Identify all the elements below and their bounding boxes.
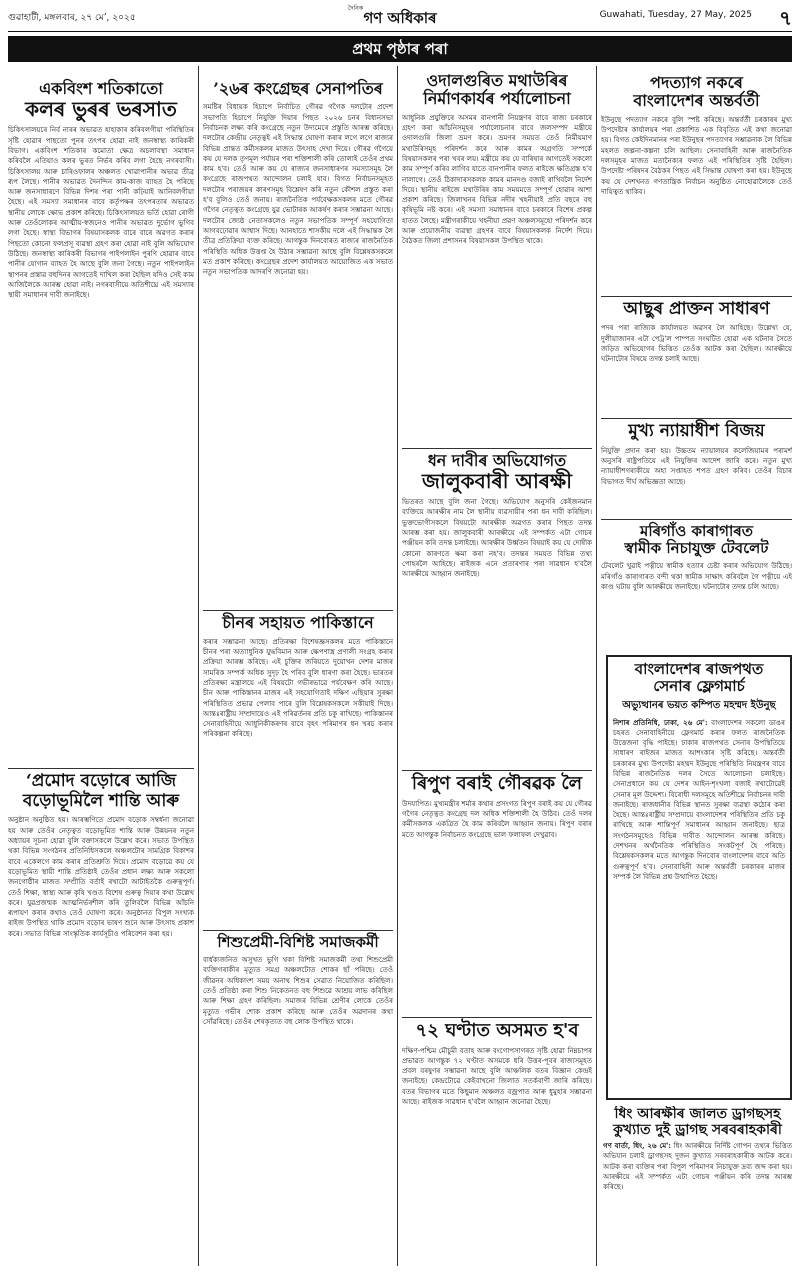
article-body: উদযাপিত। মুখ্যমন্ত্ৰীৰ শৰ্মাৰ কথাৰ প্ৰসংগত ৰিপুণ বৰাই কয় যে গৌৰৱ গগৈৰ নেতৃত্বত কংগ্ৰেছ দল অধিক শক্তিশালী হৈ উঠিব। তেওঁ দলৰ কৰ্মীসকলক একত্ৰিত হৈ কাম কৰিবলৈ আহ্বান জনায়। ৰিপুণ বৰাৰ মতে আগন্তুক নিৰ্বাচনত কংগ্ৰেছে ভাল ফলাফল দেখুৱাব। bbox=[402, 799, 592, 839]
article-body: অনুষ্ঠান অনুষ্ঠিত হয়। আৰম্ভণিতে প্ৰমোদ বড়োক সম্বৰ্ধনা জনোৱা হয় আৰু তেওঁৰ নেতৃত্বত বড়োভূমিত শান্তি আৰু উন্নয়নৰ নতুন অধ্যায়ৰ সূচনা হোৱা বুলি বক্তাসকলে উল্লেখ কৰে। সভাত উপস্থিত থকা বিভিন্ন সংগঠনৰ প্ৰতিনিধিসকলে অঞ্চলটোৰ সামগ্ৰিক বিকাশৰ বাবে একেলগে কাম কৰাৰ প্ৰতিশ্ৰুতি দিয়ে। প্ৰমোদ বড়োৱে কয় যে বড়োভূমিত স্থায়ী শান্তি প্ৰতিষ্ঠাই তেওঁৰ প্ৰধান লক্ষ্য আৰু সকলো জনগোষ্ঠীৰ মাজত সম্প্ৰীতি বৰ্তাই ৰখাটো আটাইতকৈ গুৰুত্বপূৰ্ণ। তেওঁ শিক্ষা, স্বাস্থ্য আৰু কৃষি খণ্ডত বিশেষ গুৰুত্ব দিয়াৰ কথা উল্লেখ কৰে। যুৱপ্ৰজন্মক আত্মনিৰ্ভৰশীল কৰি তুলিবলৈ বিভিন্ন আঁচনি ৰূপায়ণ কৰাৰ কথাও তেওঁ ঘোষণা কৰে। অনুষ্ঠানত বিপুল সংখ্যক ৰাইজ উপস্থিত থাকি প্ৰমোদ বড়োৰ ভাষণ শুনে আৰু উৎসাহ প্ৰকাশ কৰে। সভাত বিভিন্ন সাংস্কৃতিক কাৰ্যসূচীও পৰিবেশন কৰা হয়। bbox=[8, 816, 194, 938]
column-divider bbox=[198, 66, 199, 1266]
dateline: নিশাৰ প্ৰতিনিধি, ঢাকা, ২৬ মে': bbox=[613, 717, 708, 727]
article-headline: স্বামীক নিচাযুক্ত টেবলেট bbox=[624, 539, 769, 558]
article-divider bbox=[203, 610, 393, 611]
column-divider bbox=[596, 66, 597, 1266]
article-headline: নিৰ্মাণকাৰ্যৰ পৰ্যালোচনা bbox=[423, 89, 571, 109]
article-divider bbox=[402, 770, 592, 771]
masthead-name: গণ অধিকাৰ bbox=[363, 9, 437, 27]
article-body: দক্ষিণ-পশ্চিম মৌচুমী বতাহ আৰু বংগোপসাগৰত সৃষ্টি হোৱা নিম্নচাপৰ প্ৰভাৱত আগন্তুক ৭২ ঘণ্টাত অসমকে ধৰি উত্তৰ-পূবৰ ৰাজ্যসমূহত প্ৰবল বৰষুণৰ সম্ভাৱনা আছে বুলি আঞ্চলিক বতৰ বিজ্ঞান কেন্দ্ৰই জনাইছে। কেন্দ্ৰটোৱে কেইবাখনো জিলাত সতৰ্কবাণী জাৰি কৰিছে। বতৰ বিভাগৰ মতে কিছুমান অঞ্চলত বজ্ৰপাত আৰু ধুমুহাৰ সম্ভাৱনা আছে। ৰাইজক সাৱধান হ'বলৈ আহ্বান জনোৱা হৈছে। bbox=[402, 1046, 592, 1107]
article-headline: বাংলাদেশৰ অন্তৰ্বৰ্তী bbox=[633, 91, 760, 111]
article-body: কৰাৰ সম্ভাৱনা আছে। প্ৰতিৰক্ষা বিশেষজ্ঞসকলৰ মতে পাকিস্তানে চীনৰ পৰা অত্যাধুনিক যুদ্ধবিমান আৰু ক্ষেপণাস্ত্ৰ প্ৰণালী সংগ্ৰহ কৰাৰ প্ৰক্ৰিয়া আৰম্ভ কৰিছে। এই চুক্তিৰ জৰিয়তে দুয়োখন দেশৰ মাজৰ সামৰিক সম্পৰ্ক অধিক সুদৃঢ় হৈ পৰিব বুলি ধাৰণা কৰা হৈছে। ভাৰতৰ প্ৰতিৰক্ষা মন্ত্ৰালয়ে এই বিষয়টো গভীৰভাৱে পৰ্যবেক্ষণ কৰি আছে। চীন আৰু পাকিস্তানৰ মাজৰ এই সহযোগিতাই দক্ষিণ এছিয়াৰ সুৰক্ষা পৰিস্থিতিত প্ৰভাৱ পেলাব পাৰে বুলি বিশ্লেষকসকলে সকীয়াই দিছে। আন্তঃৰাষ্ট্ৰীয় সম্প্ৰদায়েও এই পৰিৱৰ্তনৰ প্ৰতি চকু ৰাখিছে। পাকিস্তানৰ সেনাবাহিনীয়ে আধুনিকীকৰণৰ বাবে বৃহৎ পৰিমাণৰ ধন খৰচ কৰাৰ পৰিকল্পনা কৰিছে। bbox=[203, 637, 393, 739]
article-headline: শিশুপ্ৰেমী-বিশিষ্ট সমাজকৰ্মী bbox=[217, 932, 379, 951]
dateline: গণ বাৰ্তা, ধিং, ২৬ মে': bbox=[603, 1141, 671, 1151]
article-body: বাৰ্ধক্যজনিত অসুখত ভুগি থকা বিশিষ্ট সমাজকৰ্মী তথা শিশুপ্ৰেমী ব্যক্তিগৰাকীৰ মৃত্যুত সমগ্ৰ অঞ্চলটোত শোকৰ ছাঁ পৰিছে। তেওঁ জীৱনৰ অধিকাংশ সময় অনাথ শিশুৰ সেৱাত নিয়োজিত কৰিছিল। তেওঁ প্ৰতিষ্ঠা কৰা শিশু নিকেতনত বহু শিশুৱে আশ্ৰয় লাভ কৰিছিল আৰু শিক্ষা গ্ৰহণ কৰিছিল। সমাজৰ বিভিন্ন শ্ৰেণীৰ লোকে তেওঁৰ মৃত্যুত গভীৰ শোক প্ৰকাশ কৰিছে আৰু তেওঁৰ অৱদানৰ কথা সোঁৱৰিছে। তেওঁৰ শেষকৃত্যত বহু লোক উপস্থিত থাকে। bbox=[203, 956, 393, 1026]
page-number: ৭ bbox=[778, 6, 792, 30]
article-divider bbox=[203, 930, 393, 931]
article-headline: বাংলাদেশৰ ৰাজপথত bbox=[634, 660, 764, 678]
article-body: ধিং আৰক্ষীয়ে নিৰ্দিষ্ট গোপন তথ্যৰ ভিত্তিত অভিযান চলাই ড্ৰাগছসহ দুজন কুখ্যাত সৰবৰাহকাৰীক আটক কৰে। আটক কৰা ব্যক্তিৰ পৰা বিপুল পৰিমাণৰ নিচাযুক্ত দ্ৰব্য জব্দ কৰা হয়। আৰক্ষীয়ে এই সম্পৰ্কত এটা গোচৰ পঞ্জীয়ন কৰি তদন্ত আৰম্ভ কৰিছে। bbox=[603, 1142, 792, 1192]
article-headline: পদত্যাগ নকৰে bbox=[650, 73, 743, 92]
article-headline: মৰিগাঁও কাৰাগাৰত bbox=[639, 521, 754, 540]
article-body: টেবলেট খুৱাই পত্নীয়ে স্বামীক হত্যাৰ চেষ্টা কৰাৰ অভিযোগ উঠিছে। মৰিগাঁও কাৰাগাৰত বন্দী থকা স্বামীক সাক্ষাৎ কৰিবলৈ গৈ পত্নীয়ে এই কাণ্ড ঘটায় বুলি আৰক্ষীয়ে জনাইছে। ঘটনাটোৰ তদন্ত চলি আছে। bbox=[601, 562, 792, 591]
article-divider bbox=[601, 296, 792, 297]
article-divider bbox=[402, 1017, 592, 1018]
column-4-bottom bbox=[603, 1106, 792, 1266]
header-rule bbox=[8, 31, 792, 32]
article-divider bbox=[601, 418, 792, 419]
article-divider bbox=[8, 768, 194, 769]
masthead-small: দৈনিক bbox=[348, 5, 364, 12]
column-divider bbox=[397, 66, 398, 1266]
article-body: বাংলাদেশৰ সকলো ডাঙৰ চহৰত সেনাবাহিনীয়ে ফ্লেগমাৰ্চ কৰাৰ ফলত ৰাজনৈতিক উত্তেজনা বৃদ্ধি পাইছে। ঢাকাৰ ৰাজপথত সেনাৰ উপস্থিতিয়ে সাধাৰণ ৰাইজৰ মাজত আশংকাৰ সৃষ্টি কৰিছে। অন্তৰ্বৰ্তী চৰকাৰৰ মুখ্য উপদেষ্টা মহম্মদ ইউনুছে পৰিস্থিতি নিয়ন্ত্ৰণৰ বাবে বিভিন্ন ৰাজনৈতিক দলৰ সৈতে আলোচনা চলাইছে। সেনাপ্ৰধানে কয় যে দেশৰ আইন-শৃংখলা বজাই ৰখাটোৱেই সেনাৰ মূল উদ্দেশ্য। বিৰোধী দলসমূহে অতিশীঘ্ৰে নিৰ্বাচনৰ দাবী জনাইছে। ৰাজধানীৰ বিভিন্ন স্থানত সুৰক্ষা ব্যৱস্থা কঠোৰ কৰা হৈছে। আন্তঃৰাষ্ট্ৰীয় সম্প্ৰদায়ে বাংলাদেশৰ পৰিস্থিতিৰ প্ৰতি চকু ৰাখিছে আৰু শান্তিপূৰ্ণ সমাধানৰ আহ্বান জনাইছে। ছাত্ৰ সংগঠনসমূহেও বিভিন্ন দাবীত আন্দোলন আৰম্ভ কৰিছে। দেশখনৰ অৰ্থনৈতিক পৰিস্থিতিও সংকটপূৰ্ণ হৈ পৰিছে। বিশ্লেষকসকলৰ মতে আগন্তুক দিনবোৰ বাংলাদেশৰ বাবে অতি গুৰুত্বপূৰ্ণ হ'ব। সেনাবাহিনী আৰু অন্তৰ্বৰ্তী চৰকাৰৰ মাজৰ সম্পৰ্ক লৈ বিভিন্ন প্ৰশ্ন উত্থাপিত হৈছে। bbox=[613, 718, 785, 881]
article-headline: বড়োভূমিলৈ শান্তি আৰু bbox=[22, 790, 180, 811]
section-banner: প্ৰথম পৃষ্ঠাৰ পৰা bbox=[8, 36, 792, 62]
article-headline: ৭২ ঘণ্টাত অসমত হ'ব bbox=[415, 1019, 579, 1041]
date-left: গুৱাহাটী, মঙ্গলবাৰ, ২৭ মে’, ২০২৫ bbox=[8, 13, 136, 23]
article-subheadline: অভ্যুত্থানৰ ভয়ত কম্পিত মহম্মদ ইউনুছ bbox=[622, 699, 776, 711]
article-body: পদৰ পৰা ৰাজ্যিক কাৰ্যালয়ত অৱসৰ লৈ আহিছে। উল্লেখ্য যে, দুলীয়াজানৰ এটা পেট্ৰ'ল পাম্পত সংঘটিত হোৱা এক ঘটনাৰ সৈতে জড়িত অভিযোগৰ ভিত্তিত তেওঁক আটক কৰা হৈছিল। আৰক্ষীয়ে ঘটনাটোৰ বিষয়ে তদন্ত চলাই আছে। bbox=[601, 324, 792, 364]
article-headline: সেনাৰ ফ্লেগমাৰ্চ bbox=[653, 677, 745, 696]
article-body: নিযুক্তি প্ৰদান কৰা হয়। উচ্চতম ন্যায়ালয়ৰ কলেজিয়ামৰ পৰামৰ্শ অনুসৰি ৰাষ্ট্ৰপতিয়ে এই নিযুক্তিৰ আদেশ জাৰি কৰে। নতুন মুখ্য ন্যায়াধীশগৰাকীয়ে অহা সপ্তাহত শপত গ্ৰহণ কৰিব। তেওঁৰ বিচাৰ বিভাগত দীৰ্ঘ অভিজ্ঞতা আছে। bbox=[601, 446, 792, 486]
article-headline: ’২৬ৰ কংগ্ৰেছৰ সেনাপতিৰ bbox=[213, 79, 383, 98]
article-body: ইউনুছে পদত্যাগ নকৰে বুলি স্পষ্ট কৰিছে। অন্তৰ্বৰ্তী চৰকাৰৰ মুখ্য উপদেষ্টাৰ কাৰ্যালয়ৰ পৰা প্ৰকাশিত এক বিবৃতিত এই কথা জনোৱা হয়। বিগত কেইদিনমানৰ পৰা ইউনুছৰ পদত্যাগৰ সম্ভাৱনাক লৈ বিভিন্ন মহলত জল্পনা-কল্পনা চলি আছিল। সেনাবাহিনী আৰু ৰাজনৈতিক দলসমূহৰ মাজত মতানৈক্যৰ ফলত এই পৰিস্থিতিৰ সৃষ্টি হৈছিল। উপদেষ্টা পৰিষদৰ বৈঠকৰ পিছত এই সিদ্ধান্ত ঘোষণা কৰা হয়। ইউনুছে কয় যে দেশখনত গণতান্ত্ৰিক নিৰ্বাচন অনুষ্ঠিত নোহোৱালৈকে তেওঁ দায়িত্বত থাকিব। bbox=[601, 115, 792, 196]
date-right: Guwahati, Tuesday, 27 May, 2025 bbox=[599, 10, 752, 20]
masthead-logo bbox=[340, 2, 460, 28]
article-divider bbox=[402, 448, 592, 449]
article-headline: জালুকবাৰী আৰক্ষী bbox=[422, 469, 572, 494]
article-headline: আছুৰ প্ৰাক্তন সাধাৰণ bbox=[623, 298, 770, 319]
article-headline: ওদালগুৰিত মথাউৰিৰ bbox=[426, 71, 568, 90]
article-body: আধুনিক প্ৰযুক্তিৰে অসমৰ বানপানী নিয়ন্ত্ৰণৰ বাবে ৰাজ্য চৰকাৰে গ্ৰহণ কৰা আঁচনিসমূহৰ পৰ্যালোচনাৰ বাবে জলসম্পদ মন্ত্ৰীয়ে ওদালগুৰি জিলা ভ্ৰমণ কৰে। ভ্ৰমণৰ সময়ত তেওঁ নিৰ্মীয়মাণ মথাউৰিসমূহ পৰিদৰ্শন কৰে আৰু কামৰ অগ্ৰগতি সম্পৰ্কে বিষয়াসকলৰ পৰা খবৰ লয়। মন্ত্ৰীয়ে কয় যে বাৰিষাৰ আগতেই সকলো কাম সম্পূৰ্ণ কৰিব লাগিব যাতে বানপানীৰ ফলত ৰাইজে ক্ষতিগ্ৰস্ত হ'ব নালাগে। তেওঁ ঠিকাদাৰসকলক কামৰ মানদণ্ড বজাই ৰাখিবলৈ নিৰ্দেশ দিয়ে। স্থানীয় ৰাইজে মথাউৰিৰ কাম সময়মতে সম্পূৰ্ণ হোৱাৰ আশা প্ৰকাশ কৰিছে। জিলাখনৰ বিভিন্ন নদীৰ খহনীয়াই প্ৰতি বছৰে বহু কৃষিভূমি নষ্ট কৰে। এই সমস্যা সমাধানৰ বাবে চৰকাৰে বিশেষ প্ৰকল্প হাতত লৈছে। মন্ত্ৰীগৰাকীয়ে খহনীয়া প্ৰৱণ অঞ্চলসমূহো পৰিদৰ্শন কৰে আৰু প্ৰয়োজনীয় ব্যৱস্থা গ্ৰহণৰ বাবে বিষয়াসকলক নিৰ্দেশ দিয়ে। বৈঠকত জিলা প্ৰশাসনৰ বিষয়াসকল উপস্থিত থাকে। bbox=[402, 113, 592, 246]
article-headline: চীনৰ সহায়ত পাকিস্তানে bbox=[222, 613, 374, 633]
column-1 bbox=[8, 68, 194, 1268]
article-headline: মুখ্য ন্যায়াধীশ বিজয় bbox=[628, 421, 765, 442]
article-headline: কলৰ ভুৰৰ ভৰসাত bbox=[25, 97, 177, 122]
article-headline: কুখ্যাত দুই ড্ৰাগছ সৰবৰাহকাৰী bbox=[613, 1122, 782, 1139]
article-divider bbox=[601, 519, 792, 520]
column-3 bbox=[402, 68, 592, 1268]
article-headline: ধন দাবীৰ অভিযোগত bbox=[427, 450, 567, 470]
article-headline: ৰিপুণ বৰাই গৌৰৱক লৈ bbox=[411, 773, 583, 795]
article-body: চিকিৎসালয়ৰে নিৰ্ব নাৰৰ অভাৱত হাহাকাৰ কৰিবলগীয়া পৰিস্থিতিৰ সৃষ্টি হোৱাৰ পাছতো পুনৰ তৎপৰ হোৱা নাই জনস্বাস্থ্য কাৰিকৰী বিভাগ। একবিংশ শতিকাৰ কমোতা ক্ষেত্ৰ অচলাবস্থা সমাধান কৰিবলৈ এতিয়াও কলৰ ভুৰত নিৰ্ভৰ কৰিব লগা হৈছে নগৰবাসী। চিকিৎসালয় আৰু চাৰিওফালৰ অঞ্চলত খোৱাপানীৰ অভাৱ তীব্ৰ ৰূপ লৈছে। পানীৰ অভাৱত দৈনন্দিন কাম-কাজ ব্যাহত হৈ পৰিছে আৰু জনসাধাৰণে বিভিন্ন দিশৰ পৰা পানী কঢ়িয়াই আনিবলগীয়া হৈছে। এই সমস্যা সমাধানৰ বাবে কৰ্তৃপক্ষৰ তৎপৰতাৰ অভাৱত স্থানীয় লোকে ক্ষোভ প্ৰকাশ কৰিছে। চিকিৎসালয়ত ভৰ্তি হোৱা ৰোগী আৰু তেওঁলোকৰ আত্মীয়-স্বজনেও পানীৰ অভাৱত দুৰ্ভোগ ভুগিব লগা হৈছে। স্বাস্থ্য বিভাগৰ বিষয়াসকলক বাৰে বাৰে অৱগত কৰাৰ পিছতো কোনো ফলপ্ৰসূ ব্যৱস্থা গ্ৰহণ কৰা হোৱা নাই বুলি অভিযোগ উঠিছে। জনস্বাস্থ্য কাৰিকৰী বিভাগৰ পাইপলাইন পুৰণি হোৱাৰ বাবে পানীৰ যোগান ব্যাহত হৈ আছে বুলি জনা গৈছে। নতুন পাইপলাইন স্থাপনৰ প্ৰস্তাৱ বহুদিনৰ আগতেই দাখিল কৰা হৈছিল যদিও সেই কাম আজিলৈকে আৰম্ভ হোৱা নাই। নগৰবাসীয়ে অতিশীঘ্ৰে এই সমস্যাৰ স্থায়ী সমাধানৰ দাবী জনাইছে। bbox=[8, 126, 194, 300]
column-2 bbox=[203, 68, 393, 1268]
article-body: সমষ্টিৰ বিধায়ক হিচাপে নিৰ্বাচিত গৌৰৱ গগৈক দলটোৰ প্ৰদেশ সভাপতি হিচাপে নিযুক্তি দিয়াৰ পিছত ২০২৬ চনৰ বিধানসভা নিৰ্বাচনক লক্ষ্য কৰি কংগ্ৰেছে নতুন উদ্যমেৰে প্ৰস্তুতি আৰম্ভ কৰিছে। দলটোৰ কেন্দ্ৰীয় নেতৃত্বই এই সিদ্ধান্ত ঘোষণা কৰাৰ লগে লগে ৰাজ্যৰ বিভিন্ন প্ৰান্তত কৰ্মীসকলৰ মাজত উৎসাহ দেখা দিয়ে। গৌৰৱ গগৈয়ে কয় যে দলক তৃণমূল পৰ্যায়ৰ পৰা শক্তিশালী কৰি তোলাই তেওঁৰ প্ৰথম কাম হ'ব। তেওঁ আৰু কয় যে ৰাজ্যৰ জনসাধাৰণৰ সমস্যাসমূহ লৈ কংগ্ৰেছে ৰাজপথত আন্দোলন চলাই যাব। বিগত নিৰ্বাচনসমূহত দলটোৰ পৰাজয়ৰ কাৰণসমূহ বিশ্লেষণ কৰি নতুন কৌশল প্ৰস্তুত কৰা হ'ব বুলিও তেওঁ জনায়। ৰাজনৈতিক পৰ্যবেক্ষকসকলৰ মতে গৌৰৱ গগৈৰ নেতৃত্বত কংগ্ৰেছে যুৱ ভোটাৰক আকৰ্ষণ কৰাৰ সম্ভাৱনা আছে। দলটোৰ জ্যেষ্ঠ নেতাসকলেও নতুন সভাপতিক সম্পূৰ্ণ সহযোগিতা আগবঢ়োৱাৰ আশ্বাস দিছে। আনহাতে শাসকীয় দলে এই সিদ্ধান্তক লৈ তীব্ৰ প্ৰতিক্ৰিয়া ব্যক্ত কৰিছে। আগন্তুক দিনবোৰত ৰাজ্যৰ ৰাজনৈতিক পৰিস্থিতি অধিক উত্তপ্ত হৈ উঠাৰ সম্ভাৱনা আছে বুলি বিশ্লেষকসকলে মত প্ৰকাশ কৰিছে। কংগ্ৰেছৰ প্ৰদেশ কাৰ্যালয়ত আয়োজিত এক সভাত নতুন সভাপতিক আদৰণি জনোৱা হয়। bbox=[203, 103, 393, 277]
article-headline: ‘প্ৰমোদ বড়োৰে আজি bbox=[25, 771, 177, 792]
article-body: ভিতৰত আছে বুলি জনা গৈছে। অভিযোগ অনুসৰি কেইজনমান ব্যক্তিয়ে আৰক্ষীৰ নাম লৈ স্থানীয় ব্যৱসায়ীৰ পৰা ধন দাবী কৰিছিল। ভুক্তভোগীসকলে বিষয়টো আৰক্ষীক অৱগত কৰাৰ পিছত তদন্ত আৰম্ভ কৰা হয়। জালুকবাৰী আৰক্ষীয়ে এই সম্পৰ্কত এটা গোচৰ পঞ্জীয়ন কৰি তদন্ত চলাইছে। আৰক্ষীৰ উৰ্ধ্বতন বিষয়াই কয় যে দোষীক কোনো কাৰণতে ক্ষমা কৰা নহ'ব। তদন্তৰ সময়ত বিভিন্ন তথ্য পোহৰলৈ আহিছে। ৰাইজক এনে প্ৰতাৰণাৰ পৰা সাৱধান হ'বলৈ আৰক্ষীয়ে আহ্বান জনাইছে। bbox=[402, 498, 592, 579]
boxed-story bbox=[606, 655, 792, 1100]
article-headline: একবিংশ শতিকাতো bbox=[39, 79, 163, 98]
article-headline: ধিং আৰক্ষীৰ জালত ড্ৰাগছসহ bbox=[614, 1106, 781, 1122]
